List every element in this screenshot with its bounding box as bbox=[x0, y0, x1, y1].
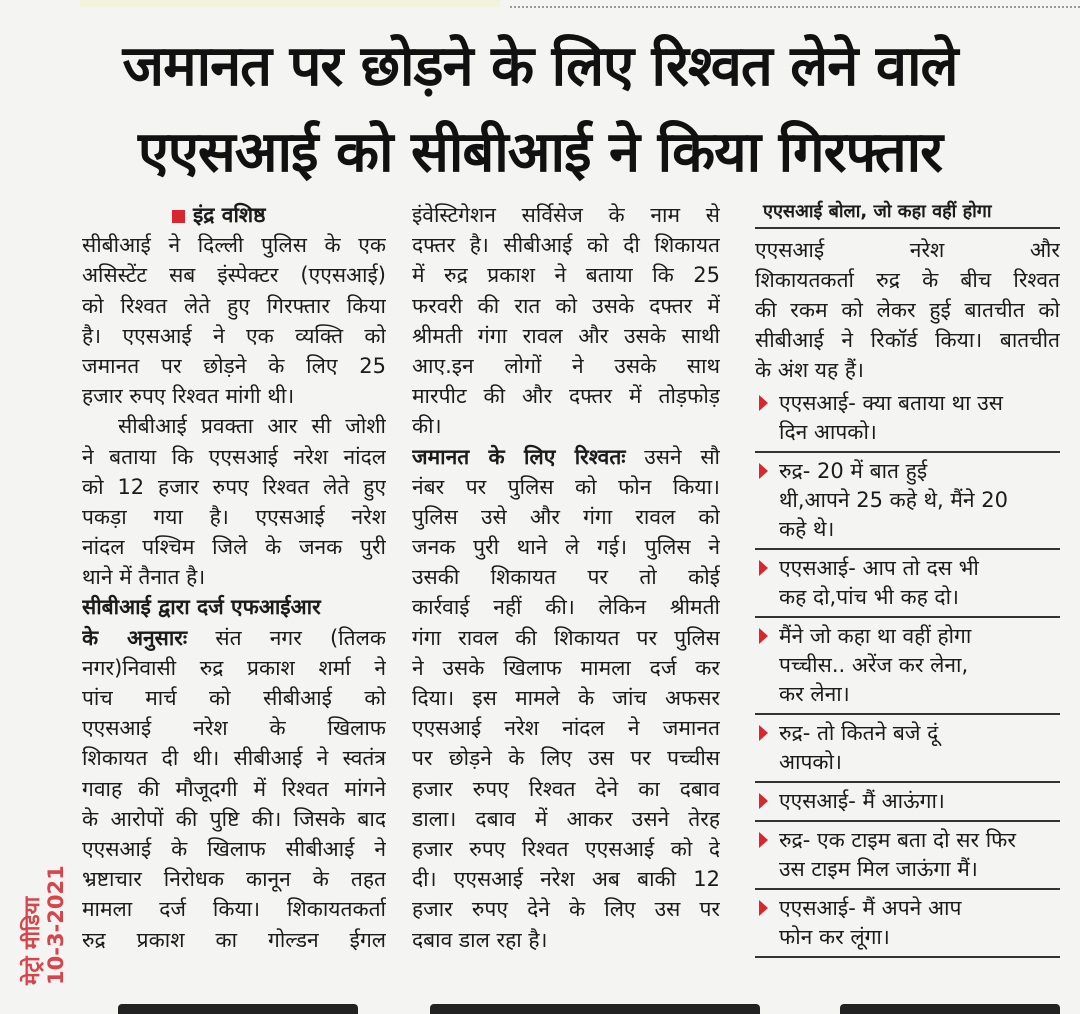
red-triangle-bullet-icon bbox=[759, 832, 768, 848]
text-line bbox=[412, 442, 720, 472]
red-triangle-bullet-icon bbox=[759, 793, 768, 809]
text-line: गवाह की मौजूदगी में रिश्वत मांगने bbox=[82, 776, 386, 801]
text-line bbox=[82, 592, 386, 622]
text-line bbox=[82, 623, 386, 653]
red-triangle-bullet-icon bbox=[759, 900, 768, 916]
transcript-item bbox=[755, 550, 1060, 618]
headline-line-1: जमानत पर छोड़ने के लिए रिश्वत लेने वाले bbox=[122, 34, 958, 99]
text-line: थी,आपने 25 कहे थे, मैंने 20 bbox=[779, 488, 1008, 512]
text-line: भ्रष्टाचार निरोधक कानून के तहत bbox=[82, 867, 386, 892]
sidebar-heading: एएसआई बोला, जो कहा वहीं होगा bbox=[755, 200, 1060, 229]
text-line: जनक पुरी थाने ले गई। पुलिस ने bbox=[412, 535, 720, 560]
text-line: मामला दर्ज किया। शिकायतकर्ता bbox=[82, 897, 386, 922]
text-span: संत नगर (तिलक bbox=[187, 625, 386, 650]
text-line: एएसआई नरेश और bbox=[755, 238, 1060, 262]
text-line: सीबीआई प्रवक्ता आर सी जोशी bbox=[118, 414, 386, 439]
paragraph-lead: के अनुसारः bbox=[82, 625, 188, 650]
text-line: दबाव डाल रहा है। bbox=[412, 927, 548, 952]
top-band bbox=[80, 0, 500, 7]
next-headline-cut bbox=[430, 1004, 760, 1014]
text-line: की। bbox=[412, 414, 442, 439]
headline-line-2: एएसआई को सीबीआई ने किया गिरफ्तार bbox=[137, 120, 943, 185]
text-line: एएसआई- मैं अपने आप bbox=[779, 896, 962, 920]
transcript-item bbox=[755, 715, 1060, 783]
next-headline-cut bbox=[840, 1004, 1060, 1014]
red-triangle-bullet-icon bbox=[759, 628, 768, 644]
text-line: उस टाइम मिल जाऊंगा मैं। bbox=[779, 857, 978, 881]
text-line: एएसआई- मैं आऊंगा। bbox=[779, 789, 945, 813]
text-line: इंवेस्टिगेशन सर्विसेज के नाम से bbox=[412, 203, 720, 227]
text-line: आए.इन लोगों ने उसके साथ bbox=[412, 353, 720, 378]
text-line: शिकायत दी थी। सीबीआई ने स्वतंत्र bbox=[82, 746, 386, 771]
text-line: नंबर पर पुलिस को फोन किया। bbox=[412, 474, 720, 499]
text-line: रुद्र- तो कितने बजे दूं bbox=[779, 721, 939, 745]
text-line: श्रीमती गंगा रावल और उसके साथी bbox=[412, 323, 720, 348]
text-line: दिया। इस मामले के जांच अफसर bbox=[412, 686, 720, 710]
text-line: आपको। bbox=[779, 750, 842, 774]
next-headline-cut bbox=[118, 1004, 358, 1014]
text-line: नांदल पश्चिम जिले के जनक पुरी bbox=[82, 535, 386, 560]
text-line: कहे थे। bbox=[779, 517, 835, 541]
stamp-source: मेट्रो मीडिया bbox=[20, 896, 44, 985]
transcript-item bbox=[755, 783, 1060, 822]
text-line: सीबीआई ने दिल्ली पुलिस के एक bbox=[82, 233, 386, 258]
text-line: कार्रवाई नहीं की। लेकिन श्रीमती bbox=[412, 595, 720, 620]
text-line: फोन कर लूंगा। bbox=[779, 925, 890, 949]
text-line: में रुद्र प्रकाश ने बताया कि 25 bbox=[412, 263, 720, 288]
text-line: को रिश्वत लेते हुए गिरफ्तार किया bbox=[82, 293, 386, 318]
article-column-1 bbox=[82, 200, 386, 955]
text-line: पांच मार्च को सीबीआई को bbox=[82, 686, 386, 710]
paragraph-lead: सीबीआई द्वारा दर्ज एफआईआर bbox=[82, 595, 321, 620]
text-line: रुद्र- एक टाइम बता दो सर फिर bbox=[779, 828, 1016, 852]
text-line: नगर)निवासी रुद्र प्रकाश शर्मा ने bbox=[82, 655, 386, 680]
red-triangle-bullet-icon bbox=[759, 560, 768, 576]
text-line: पर छोड़ने के लिए उस पर पच्चीस bbox=[412, 746, 720, 771]
text-line: डाला। दबाव में आकर उसने तेरह bbox=[412, 806, 720, 831]
text-line: है। एएसआई ने एक व्यक्ति को bbox=[82, 323, 386, 348]
text-span: उसने सौ bbox=[625, 444, 720, 469]
text-line: मैंने जो कहा था वहीं होगा bbox=[779, 624, 972, 648]
text-line: दफ्तर है। सीबीआई को दी शिकायत bbox=[412, 233, 720, 258]
text-line: की रकम को लेकर हुई बातचीत को bbox=[755, 298, 1060, 322]
red-triangle-bullet-icon bbox=[759, 725, 768, 741]
text-line: को 12 हजार रुपए रिश्वत लेते हुए bbox=[82, 474, 386, 499]
text-line: दी। एएसआई नरेश अब बाकी 12 bbox=[412, 867, 720, 892]
text-line: गंगा रावल की शिकायत पर पुलिस bbox=[412, 625, 720, 650]
text-line: एएसआई के खिलाफ सीबीआई ने bbox=[82, 836, 386, 861]
text-line: हजार रुपए देने के लिए उस पर bbox=[412, 897, 720, 922]
text-line: रुद्र प्रकाश का गोल्डन ईगल bbox=[82, 927, 386, 952]
text-line: रुद्र- 20 में बात हुई bbox=[779, 459, 928, 483]
text-line: के आरोपों की पुष्टि की। जिसके बाद bbox=[82, 806, 386, 831]
text-line: असिस्टेंट सब इंस्पेक्टर (एएसआई) bbox=[82, 263, 386, 288]
previous-article-strip bbox=[510, 0, 1080, 8]
text-line: हजार रुपए रिश्वत मांगी थी। bbox=[82, 384, 295, 409]
text-line: फरवरी की रात को उसके दफ्तर में bbox=[412, 293, 720, 318]
text-line: शिकायतकर्ता रुद्र के बीच रिश्वत bbox=[755, 268, 1060, 292]
byline bbox=[82, 200, 386, 230]
transcript-item bbox=[755, 890, 1060, 958]
text-line: सीबीआई ने रिकॉर्ड किया। बातचीत bbox=[755, 328, 1060, 352]
text-line: उसकी शिकायत पर तो कोई bbox=[412, 565, 720, 590]
text-line: मारपीट की और दफ्तर में तोड़फोड़ bbox=[412, 384, 720, 409]
byline-author: इंद्र वशिष्ठ bbox=[193, 203, 266, 227]
stamp-date: 10-3-2021 bbox=[44, 865, 68, 985]
article-column-2 bbox=[412, 200, 720, 955]
text-line: पच्चीस.. अरेंज कर लेना, bbox=[779, 653, 969, 677]
text-line: कह दो,पांच भी कह दो। bbox=[779, 585, 959, 609]
text-line: हजार रुपए रिश्वत देने का दबाव bbox=[412, 776, 720, 801]
text-line: एएसआई नरेश नांदल ने जमानत bbox=[412, 716, 720, 741]
text-line: हजार रुपए रिश्वत एएसआई को दे bbox=[412, 836, 720, 861]
text-line: पकड़ा गया है। एएसआई नरेश bbox=[82, 504, 386, 529]
text-line: के अंश यह हैं। bbox=[755, 358, 864, 382]
sidebar-column-transcript bbox=[755, 200, 1060, 958]
text-line: एएसआई- आप तो दस भी bbox=[779, 556, 979, 580]
transcript-item bbox=[755, 822, 1060, 890]
text-line: दिन आपको। bbox=[779, 420, 877, 444]
paragraph-lead: जमानत के लिए रिश्वतः bbox=[412, 444, 626, 469]
source-stamp bbox=[20, 865, 68, 985]
text-line: एएसआई- क्या बताया था उस bbox=[779, 391, 1003, 415]
text-line: थाने में तैनात है। bbox=[82, 565, 206, 590]
text-line: एएसआई नरेश के खिलाफ bbox=[82, 716, 386, 741]
text-line: पुलिस उसे और गंगा रावल को bbox=[412, 504, 720, 529]
transcript-item bbox=[755, 618, 1060, 715]
red-triangle-bullet-icon bbox=[759, 463, 768, 479]
text-line: ने बताया कि एएसआई नरेश नांदल bbox=[82, 444, 386, 469]
transcript-item bbox=[755, 385, 1060, 453]
text-line: कर लेना। bbox=[779, 682, 850, 706]
transcript-list bbox=[755, 385, 1060, 958]
red-triangle-bullet-icon bbox=[759, 395, 768, 411]
text-line: ने उसके खिलाफ मामला दर्ज कर bbox=[412, 655, 720, 680]
sidebar-intro bbox=[755, 235, 1060, 385]
text-line: जमानत पर छोड़ने के लिए 25 bbox=[82, 353, 386, 378]
red-square-icon bbox=[172, 210, 185, 223]
transcript-item bbox=[755, 453, 1060, 550]
